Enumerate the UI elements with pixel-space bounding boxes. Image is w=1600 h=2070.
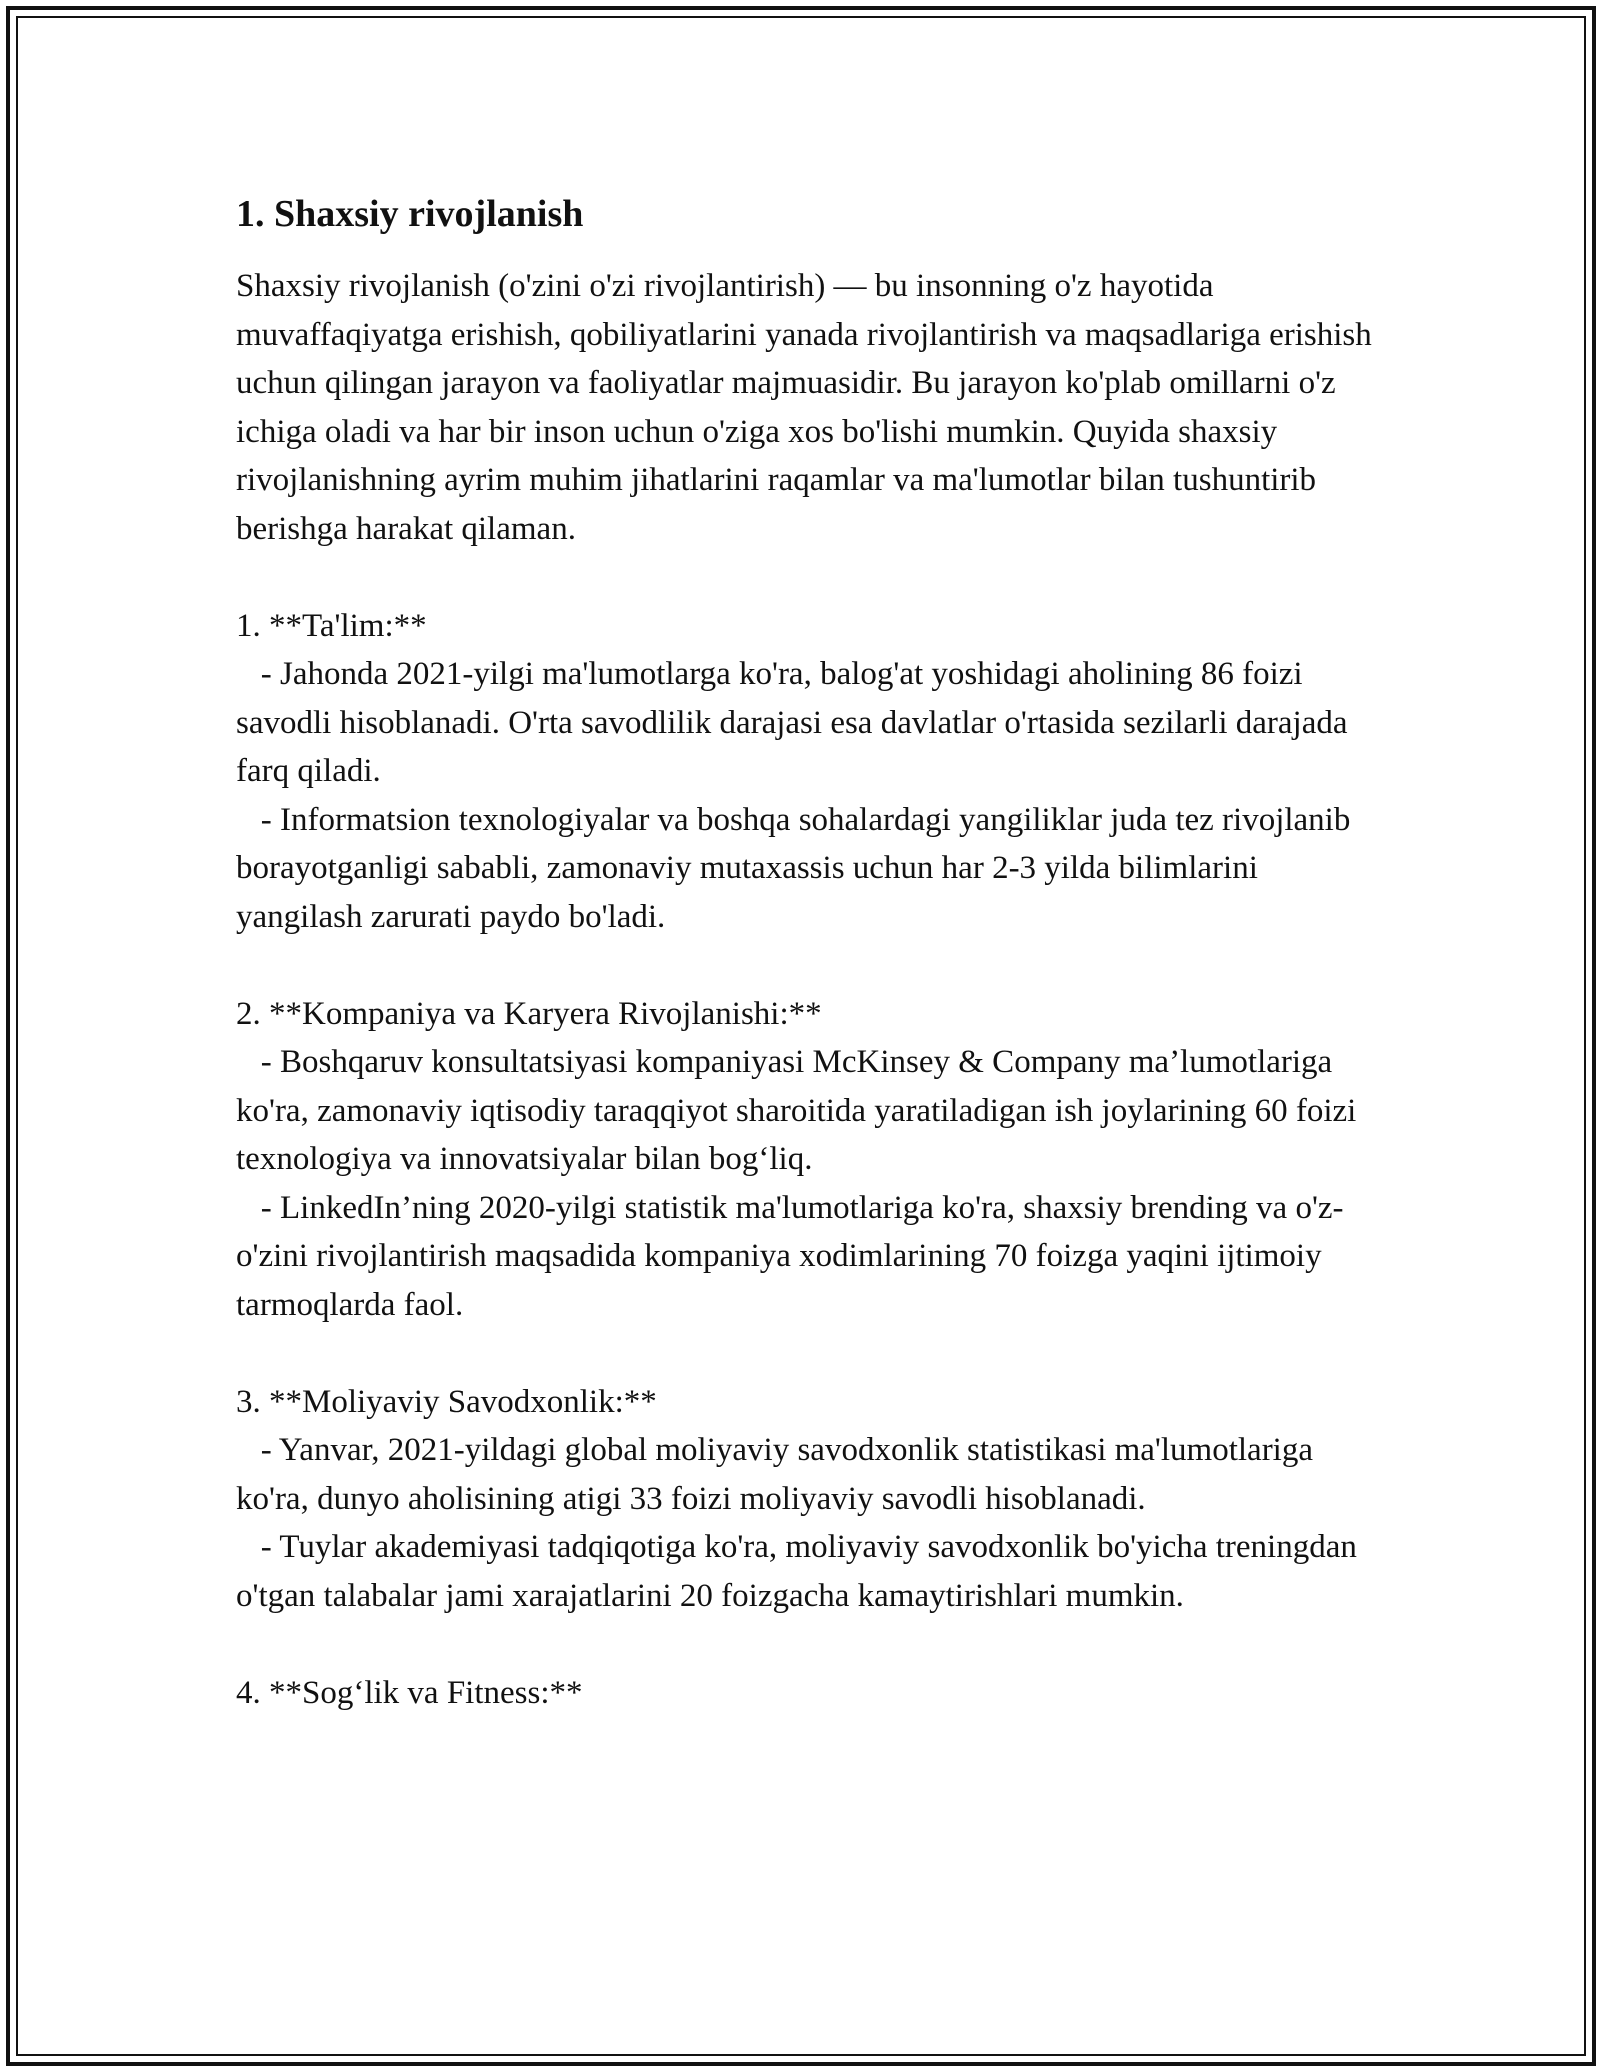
- bullet-item: [236, 1523, 1376, 1620]
- section-heading: 1. **Ta'lim:**: [236, 607, 427, 644]
- section-education: [236, 602, 1376, 942]
- bullet-text: - Yanvar, 2021-yildagi global moliyaviy savodxonlik statistikasi ma'lumotlariga ko'ra, dunyo aholisining atigi 33 foizi moliyaviy savodli hisoblanadi.: [236, 1432, 1313, 1517]
- bullet-text: - Informatsion texnologiyalar va boshqa sohalardagi yangiliklar juda tez rivojlanib borayotganligi sababli, zamonaviy mutaxassis uchun har 2-3 yilda bilimlarini yangilash zarurati paydo bo'ladi.: [236, 801, 1351, 935]
- bullet-item: [236, 1038, 1376, 1184]
- section-heading: 4. **Sog‘lik va Fitness:**: [236, 1674, 583, 1711]
- bullet-item: [236, 796, 1376, 942]
- document-title: 1. Shaxsiy rivojlanish: [236, 193, 584, 235]
- bullet-text: - Boshqaruv konsultatsiyasi kompaniyasi McKinsey & Company ma’lumotlariga ko'ra, zamonaviy iqtisodiy taraqqiyot sharoitida yaratiladigan ish joylarining 60 foizi texnologiya va innovatsiyalar bilan bog‘liq.: [236, 1044, 1357, 1177]
- bullet-text: - LinkedIn’ning 2020-yilgi statistik ma'lumotlariga ko'ra, shaxsiy brending va o'z-o'zini rivojlantirish maqsadida kompaniya xodimlarining 70 foizga yaqini ijtimoiy tarmoqlarda faol.: [236, 1189, 1344, 1323]
- intro-paragraph: Shaxsiy rivojlanish (o'zini o'zi rivojlantirish) — bu insonning o'z hayotida muvaffaqiyatga erishish, qobiliyatlarini yanada rivojlantirish va maqsadlariga erishish uchun qilingan jarayon va faoliyatlar majmuasidir. Bu jarayon ko'plab omillarni o'z ichiga oladi va har bir inson uchun o'ziga xos bo'lishi mumkin. Quyida shaxsiy rivojlanishning ayrim muhim jihatlarini raqamlar va ma'lumotlar bilan tushuntirib berishga harakat qilaman.: [236, 268, 1372, 547]
- bullet-item: [236, 1184, 1376, 1330]
- section-health: [236, 1669, 1376, 1718]
- section-heading: 2. **Kompaniya va Karyera Rivojlanishi:**: [236, 995, 822, 1032]
- section-heading: 3. **Moliyaviy Savodxonlik:**: [236, 1383, 657, 1420]
- bullet-item: [236, 650, 1376, 796]
- bullet-item: [236, 1426, 1376, 1523]
- section-finance: [236, 1378, 1376, 1621]
- section-career: [236, 990, 1376, 1330]
- bullet-text: - Jahonda 2021-yilgi ma'lumotlarga ko'ra, balog'at yoshidagi aholining 86 foizi savodli hisoblanadi. O'rta savodlilik darajasi esa davlatlar o'rtasida sezilarli darajada farq qiladi.: [236, 656, 1348, 789]
- bullet-text: - Tuylar akademiyasi tadqiqotiga ko'ra, moliyaviy savodxonlik bo'yicha treningdan o'tgan talabalar jami xarajatlarini 20 foizgacha kamaytirishlari mumkin.: [236, 1529, 1357, 1614]
- document-body: [236, 188, 1376, 1766]
